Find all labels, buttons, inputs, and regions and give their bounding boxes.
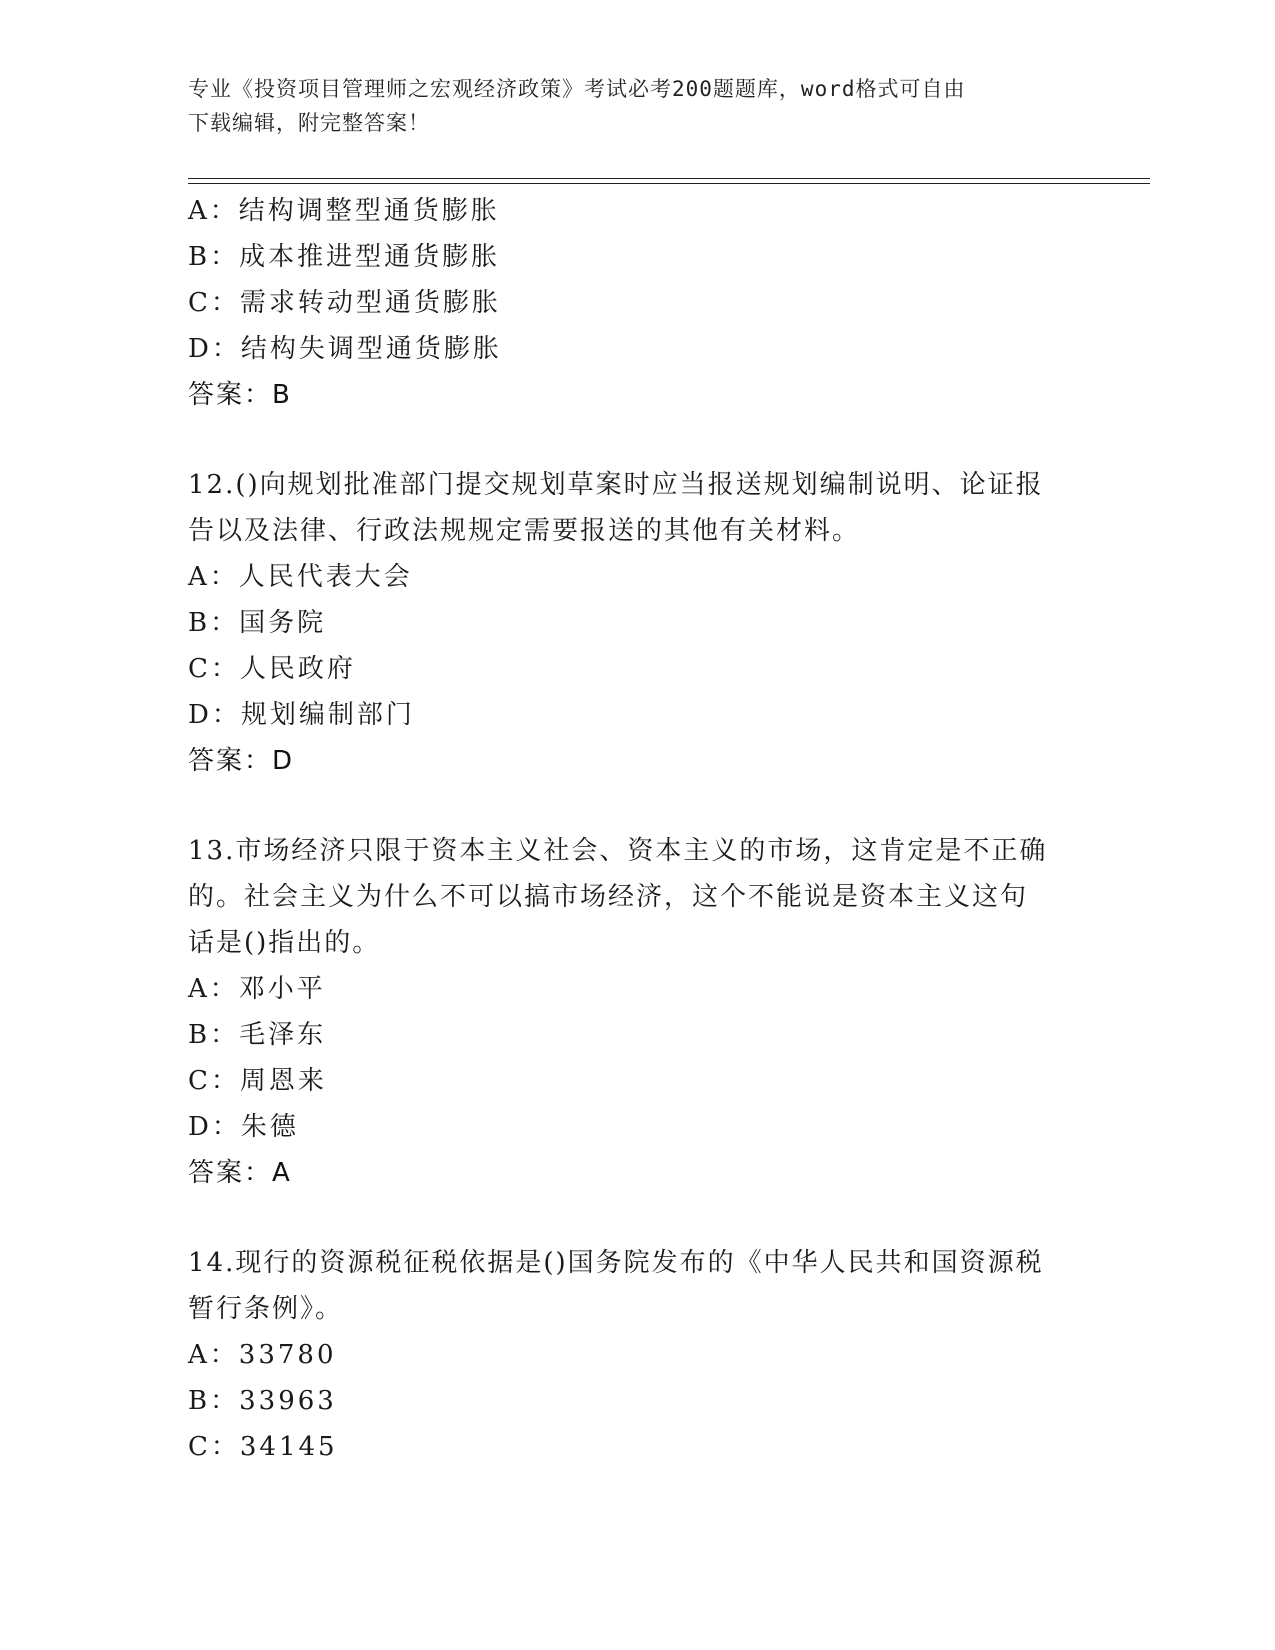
question-line: 12.()向规划批准部门提交规划草案时应当报送规划编制说明、论证报 xyxy=(188,470,1044,500)
option-d: D：朱德 xyxy=(188,1112,299,1142)
option-b: B：国务院 xyxy=(188,608,327,638)
header-divider xyxy=(188,178,1150,179)
question-block-12 xyxy=(188,462,1088,784)
option-c: C：人民政府 xyxy=(188,654,356,684)
option-d: D：规划编制部门 xyxy=(188,700,415,730)
option-b: B：毛泽东 xyxy=(188,1020,327,1050)
option-d: D：结构失调型通货膨胀 xyxy=(188,334,502,364)
option-b: B：33963 xyxy=(188,1386,337,1416)
option-c: C：周恩来 xyxy=(188,1066,327,1096)
header-line: 专业《投资项目管理师之宏观经济政策》考试必考200题题库，word格式可自由 xyxy=(188,77,966,101)
question-line: 13.市场经济只限于资本主义社会、资本主义的市场，这肯定是不正确 xyxy=(188,836,1048,866)
question-text xyxy=(188,462,1088,554)
option-a: A：33780 xyxy=(188,1340,337,1370)
answer-line: 答案：B xyxy=(188,380,292,410)
document-header xyxy=(188,72,1088,140)
question-block-11 xyxy=(188,188,1088,418)
question-line: 的。社会主义为什么不可以搞市场经济，这个不能说是资本主义这句 xyxy=(188,882,1029,912)
question-text xyxy=(188,1240,1088,1332)
question-line: 告以及法律、行政法规规定需要报送的其他有关材料。 xyxy=(188,516,861,546)
option-a: A：人民代表大会 xyxy=(188,562,413,592)
question-line: 暂行条例》。 xyxy=(188,1294,344,1324)
option-a: A：邓小平 xyxy=(188,974,326,1004)
option-c: C：需求转动型通货膨胀 xyxy=(188,288,501,318)
answer-line: 答案：A xyxy=(188,1158,292,1188)
question-line: 14.现行的资源税征税依据是()国务院发布的《中华人民共和国资源税 xyxy=(188,1248,1044,1278)
question-line: 话是()指出的。 xyxy=(188,928,381,958)
option-a: A：结构调整型通货膨胀 xyxy=(188,196,500,226)
question-block-13 xyxy=(188,828,1088,1196)
question-list xyxy=(188,188,1088,1470)
answer-line: 答案：D xyxy=(188,746,295,776)
option-c: C：34145 xyxy=(188,1432,338,1462)
question-block-14 xyxy=(188,1240,1088,1470)
question-text xyxy=(188,828,1088,966)
header-divider xyxy=(188,183,1150,184)
header-line: 下载编辑，附完整答案！ xyxy=(188,111,430,135)
option-b: B：成本推进型通货膨胀 xyxy=(188,242,501,272)
